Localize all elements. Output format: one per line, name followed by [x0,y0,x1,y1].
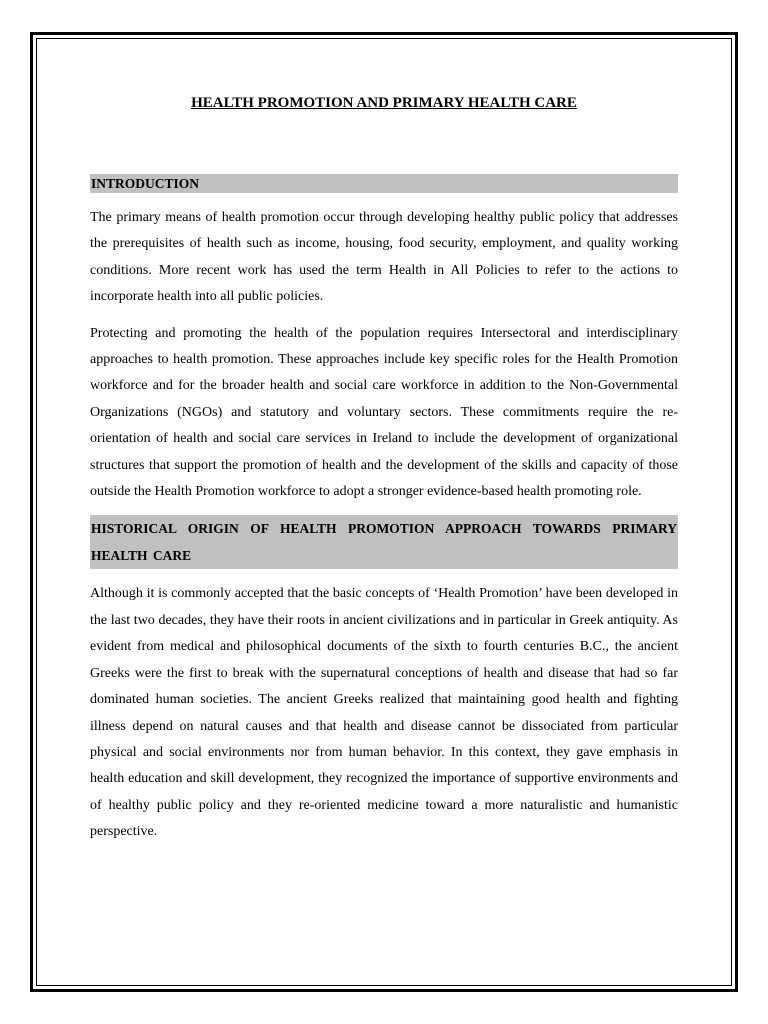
paragraph-historical-origin-1: Although it is commonly accepted that the basic concepts of ‘Health Promotion’ have been developed in the last two decades, they have their roots in ancient civilizations and in particular in Greek antiquity. As evident from medical and philosophical documents of the sixth to fourth centuries B.C., the ancient Greeks were the first to break with the supernatural conceptions of health and disease that had so far dominated human societies. The ancient Greeks realized that maintaining good health and fighting illness depend on natural causes and that health and disease cannot be dissociated from particular physical and social environments nor from human behavior. In this context, they gave emphasis in health education and skill development, they recognized the importance of supportive environments and of healthy public policy and they re-oriented medicine toward a more naturalistic and humanistic perspective. [90,586,678,840]
paragraph-introduction-2: Protecting and promoting the health of the population requires Intersectoral and interdisciplinary approaches to health promotion. These approaches include key specific roles for the Health Promotion workforce and for the broader health and social care workforce in addition to the Non-Governmental Organizations (NGOs) and statutory and voluntary sectors. These commitments require the re-orientation of health and social care services in Ireland to include the development of organizational structures that support the promotion of health and the development of the skills and capacity of those outside the Health Promotion workforce to adopt a stronger evidence-based health promoting role. [90,325,678,500]
document-body [90,90,678,846]
section-heading-introduction: INTRODUCTION [90,174,678,193]
paragraph-introduction-1: The primary means of health promotion occur through developing healthy public policy that addresses the prerequisites of health such as income, housing, food security, employment, and quality working conditions. More recent work has used the term Health in All Policies to refer to the actions to incorporate health into all public policies. [90,210,678,305]
section-heading-historical-origin: HISTORICAL ORIGIN OF HEALTH PROMOTION APPROACH TOWARDS PRIMARY HEALTH CARE [90,515,678,569]
document-title: HEALTH PROMOTION AND PRIMARY HEALTH CARE [191,95,577,111]
